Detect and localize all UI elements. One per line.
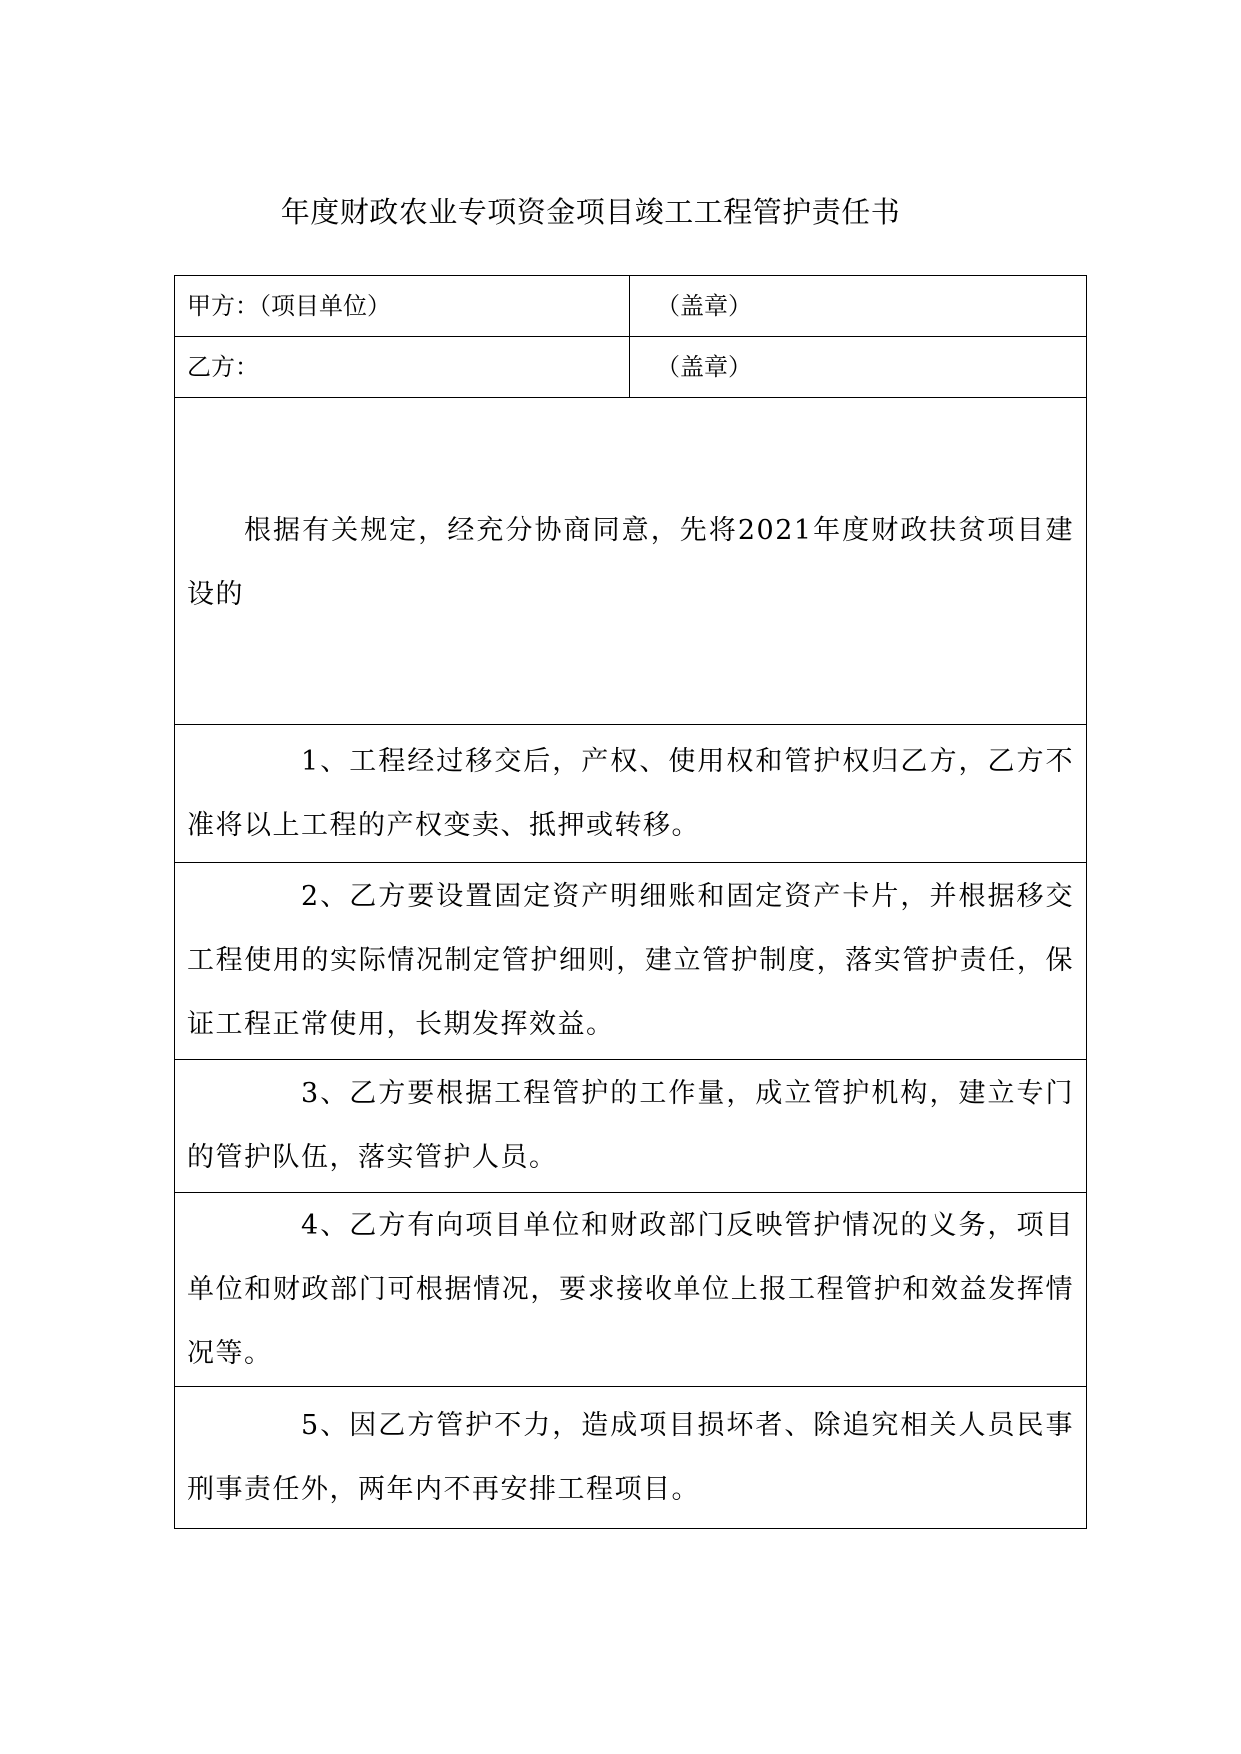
party-b-seal-label: （盖章）: [656, 353, 752, 381]
intro-paragraph: 根据有关规定，经充分协商同意，先将2021年度财政扶贫项目建设的: [187, 515, 1074, 610]
clause-cell: [175, 725, 1087, 863]
intro-row: [175, 398, 1087, 725]
intro-cell: [175, 398, 1087, 725]
clause-cell: [175, 863, 1087, 1060]
party-b-row: [175, 337, 1087, 398]
responsibility-table: [174, 275, 1087, 1529]
clause-row-3: [175, 1060, 1087, 1193]
clause-paragraph-5: 5、因乙方管护不力，造成项目损坏者、除追究相关人员民事刑事责任外，两年内不再安排工程项目。: [187, 1409, 1074, 1505]
party-a-cell: [175, 276, 630, 337]
party-a-seal-cell: [630, 276, 1087, 337]
clause-row-2: [175, 863, 1087, 1060]
clause-paragraph-3: 3、乙方要根据工程管护的工作量，成立管护机构，建立专门的管护队伍，落实管护人员。: [187, 1078, 1074, 1173]
clause-row-4: [175, 1193, 1087, 1387]
party-b-label: 乙方：: [187, 353, 259, 381]
clause-cell: [175, 1060, 1087, 1193]
clause-cell: [175, 1193, 1087, 1387]
clause-paragraph-2: 2、乙方要设置固定资产明细账和固定资产卡片，并根据移交工程使用的实际情况制定管护细则，建立管护制度，落实管护责任，保证工程正常使用，长期发挥效益。: [187, 881, 1074, 1040]
clause-paragraph-1: 1、工程经过移交后，产权、使用权和管护权归乙方，乙方不准将以上工程的产权变卖、抵押或转移。: [187, 745, 1074, 841]
clause-row-5: [175, 1387, 1087, 1529]
party-a-seal-label: （盖章）: [656, 292, 752, 320]
document-title: 年度财政农业专项资金项目竣工工程管护责任书: [280, 195, 901, 229]
party-a-label: 甲方：（项目单位）: [187, 292, 391, 320]
party-b-cell: [175, 337, 630, 398]
clause-row-1: [175, 725, 1087, 863]
party-b-seal-cell: [630, 337, 1087, 398]
party-a-row: [175, 276, 1087, 337]
clause-cell: [175, 1387, 1087, 1529]
clause-paragraph-4: 4、乙方有向项目单位和财政部门反映管护情况的义务，项目单位和财政部门可根据情况，要求接收单位上报工程管护和效益发挥情况等。: [187, 1209, 1074, 1369]
